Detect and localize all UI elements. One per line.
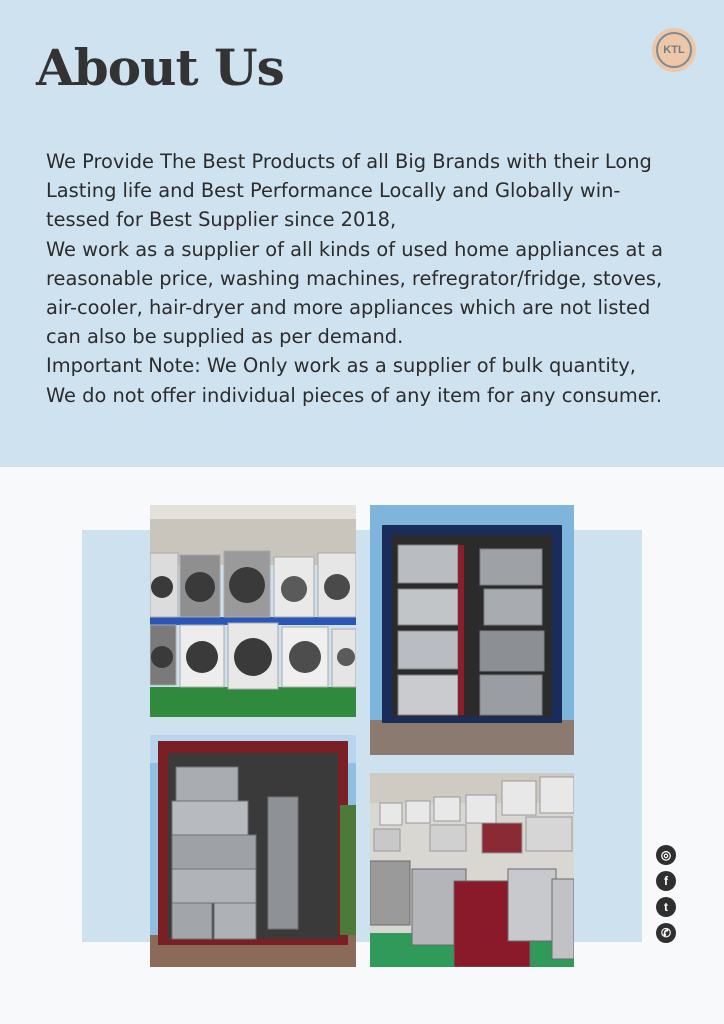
about-description (46, 147, 698, 410)
photo-top-load-washers (370, 773, 574, 967)
about-line: can also be supplied as per demand. (46, 325, 404, 349)
about-line: Lasting life and Best Performance Locally and Globally win- (46, 179, 621, 203)
photo-container-fridges (150, 735, 356, 967)
logo-ring (656, 32, 692, 68)
page-title: About Us (36, 38, 284, 97)
instagram-icon[interactable]: ◎ (656, 845, 676, 865)
company-logo (652, 28, 696, 72)
about-line: tessed for Best Supplier since 2018, (46, 208, 397, 232)
about-line: We work as a supplier of all kinds of used home appliances at a (46, 237, 664, 261)
about-line: We Provide The Best Products of all Big Brands with their Long (46, 150, 652, 173)
about-line: air-cooler, hair-dryer and more appliances which are not listed (46, 296, 651, 320)
photo-container-appliances (370, 505, 574, 755)
whatsapp-icon[interactable]: ✆ (656, 923, 676, 943)
about-line: reasonable price, washing machines, refregrator/fridge, stoves, (46, 266, 663, 290)
facebook-icon[interactable]: f (656, 871, 676, 891)
twitter-icon[interactable]: t (656, 897, 676, 917)
about-line: We do not offer individual pieces of any item for any consumer. (46, 383, 663, 407)
about-line: Important Note: We Only work as a supplier of bulk quantity, (46, 354, 636, 378)
logo-text: KTL (663, 44, 685, 56)
photo-washing-machines (150, 505, 356, 717)
